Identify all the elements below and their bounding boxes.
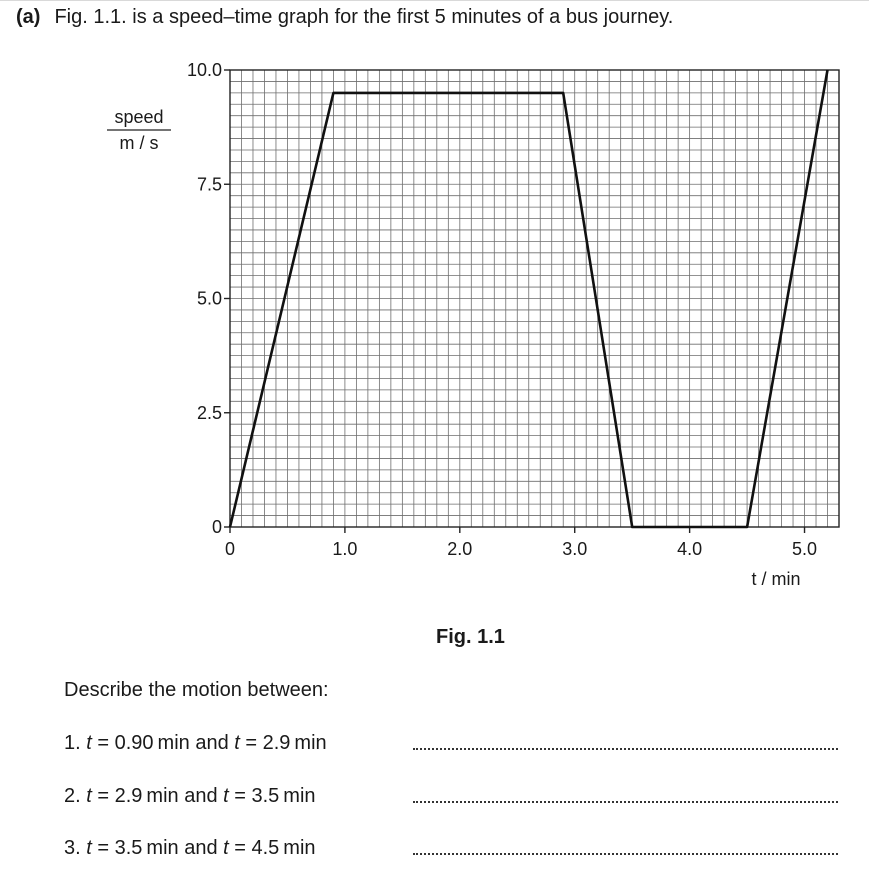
answer-line-3[interactable] <box>413 853 838 855</box>
item-text: = 2.9 min and <box>91 785 224 807</box>
question-item-2 <box>64 785 316 808</box>
describe-prompt: Describe the motion between: <box>64 679 329 701</box>
y-tick-label: 5.0 <box>196 288 222 309</box>
y-axis-label-bottom: m / s <box>119 133 159 153</box>
y-tick-label: 7.5 <box>196 174 222 195</box>
question-heading <box>16 6 673 29</box>
item-text: = 2.9 min <box>239 732 327 754</box>
answer-line-1[interactable] <box>413 748 838 750</box>
item-variable: t <box>223 837 229 859</box>
x-tick-label: 3.0 <box>562 539 588 559</box>
question-item-1 <box>64 732 327 755</box>
speed-time-chart <box>0 50 869 610</box>
x-tick-label: 5.0 <box>792 539 818 559</box>
item-text: = 0.90 min and <box>91 732 235 754</box>
x-tick-label: 4.0 <box>677 539 703 559</box>
answer-line-2[interactable] <box>413 801 838 803</box>
y-tick-label: 2.5 <box>196 402 222 423</box>
x-tick-label: 2.0 <box>447 539 473 559</box>
item-variable: t <box>234 732 240 754</box>
y-axis-label-top: speed <box>114 107 164 127</box>
item-variable: t <box>86 732 92 754</box>
item-variable: t <box>86 837 92 859</box>
x-axis-label: t / min <box>751 569 801 589</box>
x-tick-label: 1.0 <box>332 539 358 559</box>
item-text: = 4.5 min <box>228 837 316 859</box>
top-rule <box>0 0 869 1</box>
item-variable: t <box>86 785 92 807</box>
item-number: 2. <box>64 785 81 807</box>
question-text: Fig. 1.1. is a speed–time graph for the first 5 minutes of a bus journey. <box>54 6 674 28</box>
figure-caption: Fig. 1.1 <box>436 626 505 648</box>
question-item-3 <box>64 837 316 860</box>
item-number: 1. <box>64 732 81 754</box>
y-tick-label: 0 <box>211 517 222 537</box>
item-text: = 3.5 min and <box>91 837 224 859</box>
item-text: = 3.5 min <box>228 785 316 807</box>
y-tick-label: 10.0 <box>186 60 222 80</box>
x-tick-label: 0 <box>224 539 236 559</box>
item-number: 3. <box>64 837 81 859</box>
item-variable: t <box>223 785 229 807</box>
question-label: (a) <box>16 6 41 28</box>
